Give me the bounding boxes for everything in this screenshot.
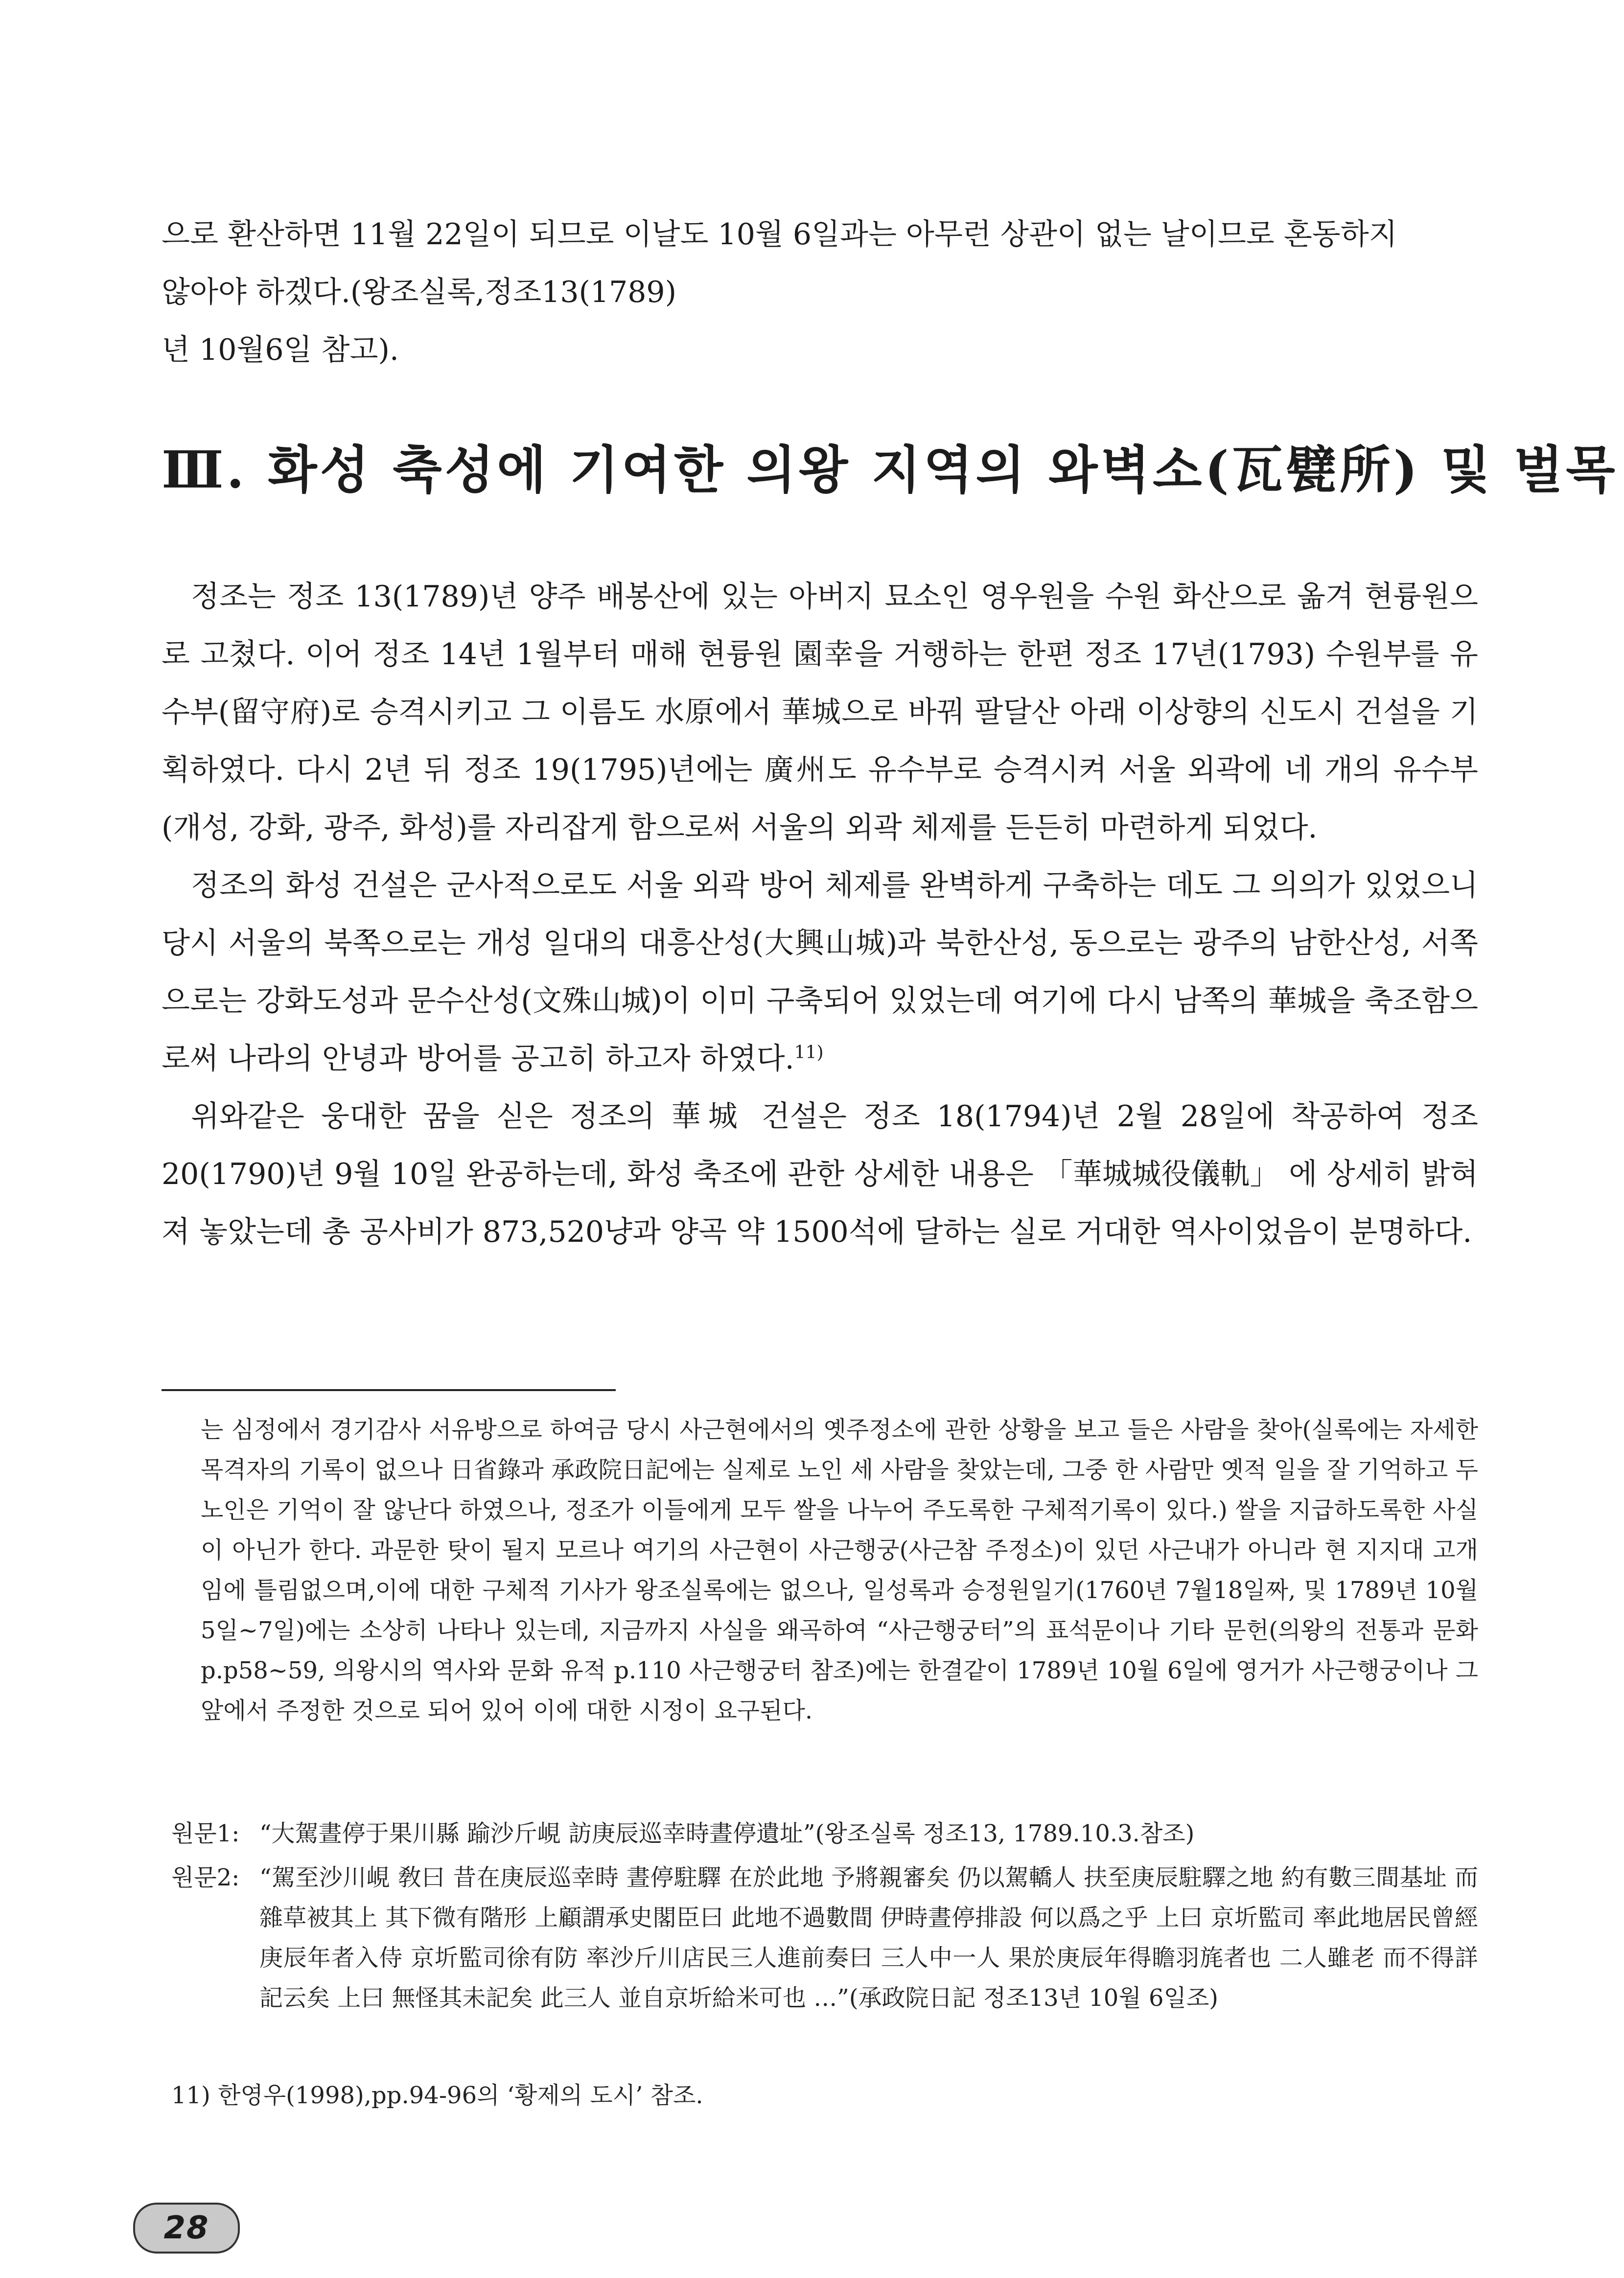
body-text [162,568,1478,1261]
body-paragraph [162,1088,1478,1261]
page-number: 28 [163,2210,209,2246]
original-text-body: “大駕晝停于果川縣 踰沙斤峴 訪庚辰巡幸時晝停遺址”(왕조실록 정조13, 1789.10.3.참조) [259,1820,1195,1847]
body-paragraph [162,857,1478,1088]
footnote-continuation: 는 심정에서 경기감사 서유방으로 하여금 당시 사근현에서의 옛주정소에 관한 상황을 보고 들은 사람을 찾아(실록에는 자세한 목격자의 기록이 없으나 日省錄과 承政院日記에는 실제로 노인 세 사람을 찾았는데, 그중 한 사람만 옛적 일을 잘 기억하고 두 노인은 기억이 잘 않난다 하였으나, 정조가 이들에게 모두 쌀을 나누어 주도록한 구체적기록이 있다.) 쌀을 지급하도록한 사실이 아닌가 한다. 과문한 탓이 될지 모르나 여기의 사근현이 사근행궁(사근참 주정소)이 있던 사근내가 아니라 현 지지대 고개임에 틀림없으며,이에 대한 구체적 기사가 왕조실록에는 없으나, 일성록과 승정원일기(1760년 7월18일짜, 및 1789년 10월 5일~7일)에는 소상히 나타나 있는데, 지금까지 사실을 왜곡하여 “사근행궁터”의 표석문이나 기타 문헌(의왕의 전통과 문화 p.p58~59, 의왕시의 역사와 문화 유적 p.110 사근행궁터 참조)에는 한결같이 1789년 10월 6일에 영거가 사근행궁이나 그 앞에서 주정한 것으로 되어 있어 이에 대한 시정이 요구된다. [201,1416,1478,1724]
footnote-11: 11) 한영우(1998),pp.94-96의 ‘황제의 도시’ 참조. [171,2082,703,2109]
paragraph-text: 위와같은 웅대한 꿈을 싣은 정조의 華城 건설은 정조 18(1794)년 2월 28일에 착공하여 정조 20(1790)년 9월 10일 완공하는데, 화성 축조에 관한 상세한 내용은 「華城城役儀軌」 에 상세히 밝혀져 놓았는데 총 공사비가 873,520냥과 양곡 약 1500석에 달하는 실로 거대한 역사이었음이 분명하다. [162,1099,1478,1249]
original-text-body: “駕至沙川峴 敎曰 昔在庚辰巡幸時 晝停駐驛 在於此地 予將親審矣 仍以駕轎人 扶至庚辰駐驛之地 約有數三間基址 而雜草被其上 其下微有階形 上顧謂承史閣臣曰 此地不過數間 伊時晝停排設 何以爲之乎 上曰 京圻監司 率此地居民曾經庚辰年者入侍 京圻監司徐有防 率沙斤川店民三人進前奏曰 三人中一人 果於庚辰年得瞻羽旄者也 二人雖老 而不得詳記云矣 上曰 無怪其未記矣 此三人 並自京圻給米可也 …”(承政院日記 정조13년 10월 6일조) [259,1864,1478,2012]
paragraph-line: 년 10월6일 참고). [162,333,399,367]
page-number-badge [133,2203,240,2254]
original-text-1 [171,1813,1478,1854]
footnote-divider [162,1389,616,1391]
body-paragraph [162,568,1478,857]
paragraph-line: 으로 환산하면 11월 22일이 되므로 이날도 10월 6일과는 아무런 상관이 없는 날이므로 혼동하지 [162,217,1397,252]
original-text-label: 원문1: [171,1820,240,1847]
paragraph-text: 정조의 화성 건설은 군사적으로도 서울 외곽 방어 체제를 완벽하게 구축하는 데도 그 의의가 있었으니 당시 서울의 북쪽으로는 개성 일대의 대흥산성(大興山城)과 북한산성, 동으로는 광주의 남한산성, 서쪽으로는 강화도성과 문수산성(文殊山城)이 이미 구축되어 있었는데 여기에 다시 남쪽의 華城을 축조함으로써 나라의 안녕과 방어를 공고히 하고자 하였다. [162,868,1478,1076]
original-text-label: 원문2: [171,1864,240,1891]
continuation-paragraph [162,206,1478,379]
original-text-2 [171,1858,1478,2018]
footnote-marker: 11) [794,1043,824,1063]
section-title: Ⅲ. 화성 축성에 기여한 의왕 지역의 와벽소(瓦甓所) 및 벌목 [162,440,1618,500]
paragraph-line: 않아야 하겠다.(왕조실록,정조13(1789) [162,275,677,309]
paragraph-text: 정조는 정조 13(1789)년 양주 배봉산에 있는 아버지 묘소인 영우원을 수원 화산으로 옮겨 현륭원으로 고쳤다. 이어 정조 14년 1월부터 매해 현륭원 園幸을 거행하는 한편 정조 17년(1793) 수원부를 유수부(留守府)로 승격시키고 그 이름도 水原에서 華城으로 바꿔 팔달산 아래 이상향의 신도시 건설을 기획하였다. 다시 2년 뒤 정조 19(1795)년에는 廣州도 유수부로 승격시켜 서울 외곽에 네 개의 유수부(개성, 강화, 광주, 화성)를 자리잡게 함으로써 서울의 외곽 체제를 든든히 마련하게 되었다. [162,580,1478,845]
